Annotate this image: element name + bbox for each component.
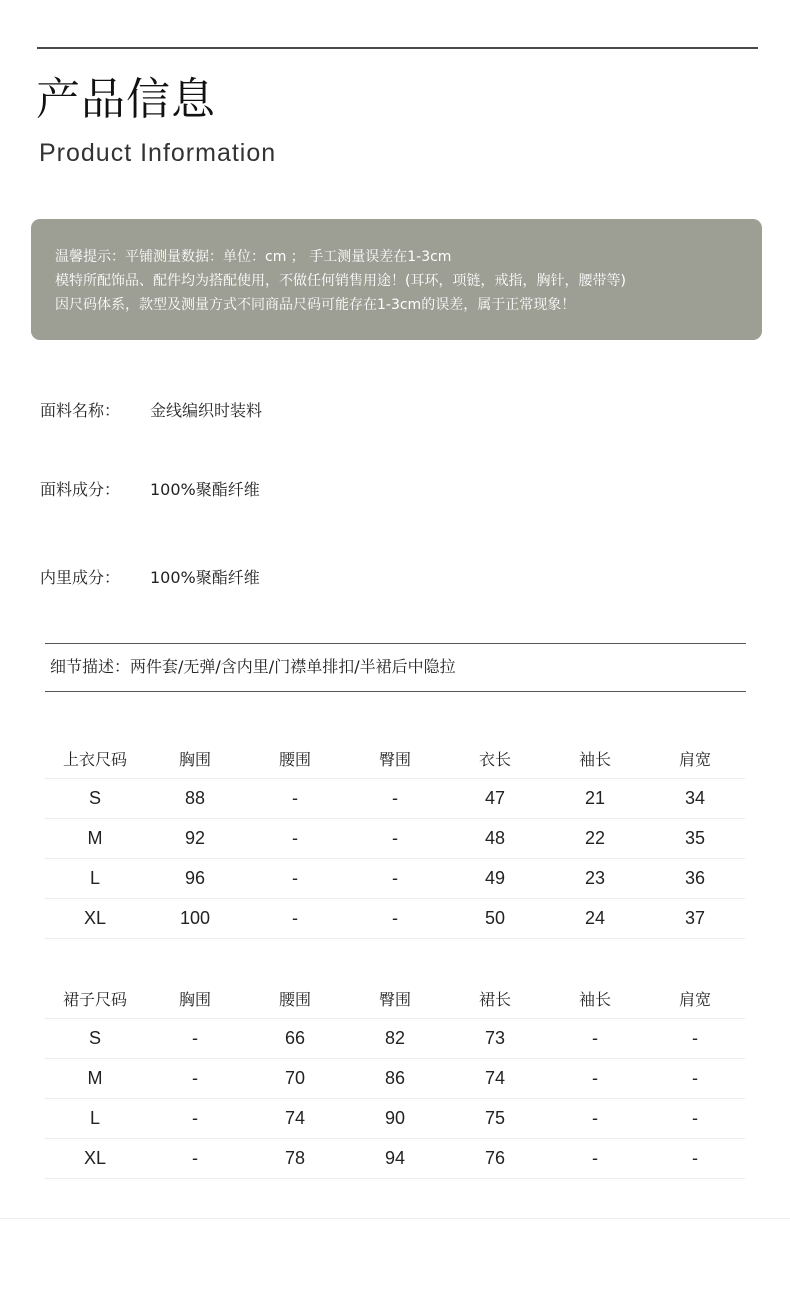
table-cell: -	[345, 779, 445, 819]
table-header-row	[45, 978, 745, 1019]
table-cell: 73	[445, 1019, 545, 1059]
fabric-composition-label: 面料成分：	[40, 480, 121, 499]
table-cell: -	[245, 859, 345, 899]
table-cell: 96	[145, 859, 245, 899]
table-cell: -	[245, 819, 345, 859]
table-cell: 23	[545, 859, 645, 899]
table-cell: 34	[645, 779, 745, 819]
table-cell: -	[145, 1059, 245, 1099]
table-cell: S	[45, 1019, 145, 1059]
table-row	[45, 1019, 745, 1059]
table-cell: 90	[345, 1099, 445, 1139]
header-cell: 袖长	[545, 978, 645, 1019]
header-cell: 腰围	[245, 738, 345, 779]
table-cell: -	[145, 1099, 245, 1139]
table-cell: 75	[445, 1099, 545, 1139]
table-cell: M	[45, 1059, 145, 1099]
table-cell: 24	[545, 899, 645, 939]
table-row	[45, 1099, 745, 1139]
table-cell: 47	[445, 779, 545, 819]
table-cell: 35	[645, 819, 745, 859]
table-cell: XL	[45, 899, 145, 939]
table-cell: -	[645, 1099, 745, 1139]
header-cell: 臀围	[345, 978, 445, 1019]
table-cell: -	[645, 1059, 745, 1099]
table-cell: 50	[445, 899, 545, 939]
table-cell: -	[545, 1099, 645, 1139]
table-cell: 48	[445, 819, 545, 859]
table-cell: 94	[345, 1139, 445, 1179]
table-header-row	[45, 738, 745, 779]
notice-line: 温馨提示：平铺测量数据：单位：cm ； 手工测量误差在1-3cm	[55, 249, 452, 265]
lining-composition-value: 100%聚酯纤维	[150, 568, 260, 587]
detail-label: 细节描述：	[50, 657, 131, 676]
lining-composition-row	[40, 566, 260, 590]
table-row	[45, 1059, 745, 1099]
header-cell: 裙长	[445, 978, 545, 1019]
detail-top-divider	[45, 643, 746, 644]
table-row	[45, 859, 745, 899]
table-cell: -	[245, 779, 345, 819]
skirt-size-table	[45, 978, 745, 1179]
table-cell: -	[545, 1019, 645, 1059]
table-cell: 88	[145, 779, 245, 819]
table-cell: 36	[645, 859, 745, 899]
header-cell: 胸围	[145, 978, 245, 1019]
table-row	[45, 819, 745, 859]
table-cell: S	[45, 779, 145, 819]
fabric-name-row	[40, 399, 262, 423]
fabric-composition-value: 100%聚酯纤维	[150, 480, 260, 499]
fabric-name-label: 面料名称：	[40, 401, 121, 420]
table-cell: 37	[645, 899, 745, 939]
table-cell: 92	[145, 819, 245, 859]
table-cell: 49	[445, 859, 545, 899]
table-row	[45, 899, 745, 939]
detail-bottom-divider	[45, 691, 746, 692]
table-cell: 74	[245, 1099, 345, 1139]
table-cell: -	[545, 1139, 645, 1179]
table-cell: -	[645, 1019, 745, 1059]
table-cell: 86	[345, 1059, 445, 1099]
table-cell: 22	[545, 819, 645, 859]
header-cell: 衣长	[445, 738, 545, 779]
lining-composition-label: 内里成分：	[40, 568, 121, 587]
detail-description-row	[50, 655, 456, 679]
table-cell: 21	[545, 779, 645, 819]
header-cell: 袖长	[545, 738, 645, 779]
table-cell: -	[345, 859, 445, 899]
notice-line: 模特所配饰品、配件均为搭配使用，不做任何销售用途！(耳环，项链，戒指，胸针，腰带等)	[55, 273, 626, 289]
page-title: 产品信息	[36, 74, 216, 125]
header-cell: 肩宽	[645, 738, 745, 779]
fabric-composition-row	[40, 478, 260, 502]
table-cell: 76	[445, 1139, 545, 1179]
table-cell: -	[345, 819, 445, 859]
table-cell: -	[145, 1139, 245, 1179]
top-size-table	[45, 738, 745, 939]
table-row	[45, 1139, 745, 1179]
table-cell: -	[645, 1139, 745, 1179]
detail-value: 两件套/无弹/含内里/门襟单排扣/半裙后中隐拉	[130, 657, 456, 676]
table-cell: 82	[345, 1019, 445, 1059]
notice-line: 因尺码体系，款型及测量方式不同商品尺码可能存在1-3cm的误差，属于正常现象！	[55, 297, 576, 313]
top-divider	[37, 47, 758, 49]
table-cell: 74	[445, 1059, 545, 1099]
header-cell: 腰围	[245, 978, 345, 1019]
table-cell: M	[45, 819, 145, 859]
table-cell: -	[345, 899, 445, 939]
table-cell: 78	[245, 1139, 345, 1179]
header-cell: 胸围	[145, 738, 245, 779]
table-cell: 66	[245, 1019, 345, 1059]
table-cell: L	[45, 1099, 145, 1139]
table-cell: XL	[45, 1139, 145, 1179]
fabric-name-value: 金线编织时装料	[150, 401, 263, 420]
header-cell: 臀围	[345, 738, 445, 779]
header-cell: 上衣尺码	[45, 738, 145, 779]
header-cell: 裙子尺码	[45, 978, 145, 1019]
table-cell: -	[545, 1059, 645, 1099]
table-row	[45, 779, 745, 819]
table-cell: -	[145, 1019, 245, 1059]
bottom-divider	[0, 1218, 790, 1219]
table-cell: 70	[245, 1059, 345, 1099]
table-cell: L	[45, 859, 145, 899]
table-cell: -	[245, 899, 345, 939]
header-cell: 肩宽	[645, 978, 745, 1019]
notice-box	[31, 219, 762, 340]
page-subtitle: Product Information	[39, 139, 277, 167]
table-cell: 100	[145, 899, 245, 939]
